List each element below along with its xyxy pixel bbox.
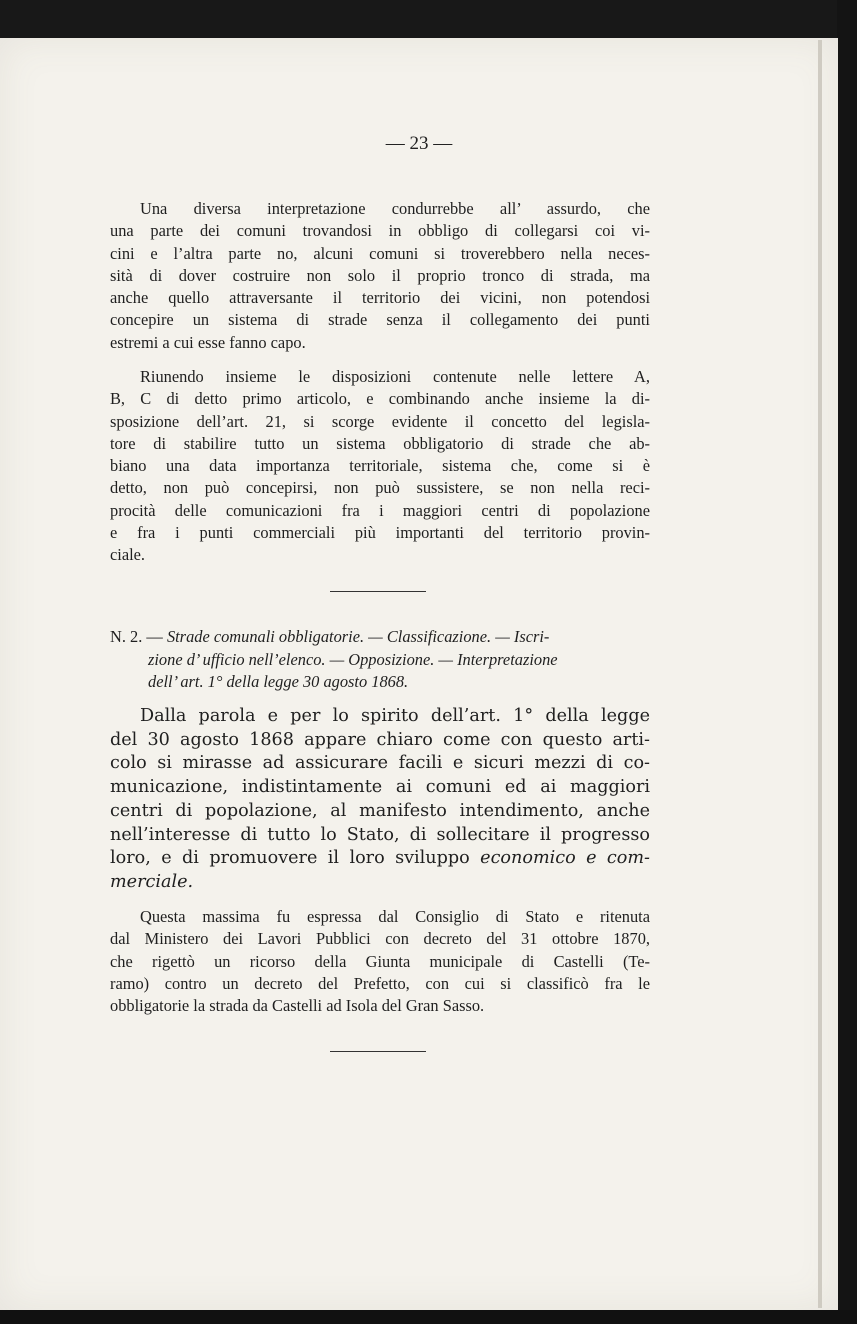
- paragraph-1: [110, 198, 650, 354]
- text-line: Riunendo insieme le disposizioni contenute nelle lettere A,: [140, 367, 650, 386]
- text-line: estremi a cui esse fanno capo.: [110, 332, 306, 352]
- text-line: detto, non può concepirsi, non può sussistere, se non nella reci-: [110, 478, 650, 498]
- page-number: — 23 —: [385, 133, 453, 154]
- text-line: del 30 agosto 1868 appare chiaro come con questo arti-: [110, 729, 650, 750]
- text-line: Dalla parola e per lo spirito dell’art. 1° della legge: [140, 706, 650, 726]
- text-line: dal Ministero dei Lavori Pubblici con decreto del 31 ottobre 1870,: [110, 929, 650, 949]
- text-line: Una diversa interpretazione condurrebbe all’ assurdo, che: [140, 199, 650, 218]
- heading-line: dell’ art. 1° della legge 30 agosto 1868.: [148, 672, 409, 691]
- paragraph-4: [110, 906, 650, 1017]
- text-line: ramo) contro un decreto del Prefetto, con cui si classificò fra le: [110, 973, 650, 993]
- section-divider: [330, 591, 426, 592]
- heading-line: zione d’ ufficio nell’elenco. — Opposizione. — Interpretazione: [148, 649, 558, 669]
- section-number: N. 2. —: [110, 627, 163, 646]
- text-line: municazione, indistintamente ai comuni ed ai maggiori: [110, 777, 650, 798]
- closing-divider: [330, 1051, 426, 1052]
- heading-title: Strade comunali obbligatorie. — Classificazione. — Iscri-: [166, 627, 550, 646]
- paragraph-3: [110, 705, 650, 895]
- text-line: procità delle comunicazioni fra i maggiori centri di popolazione: [110, 500, 650, 520]
- text-line: tore di stabilire tutto un sistema obbligatorio di strade che ab-: [110, 433, 650, 453]
- scan-right-border: [837, 0, 857, 1324]
- text-line: obbligatorie la strada da Castelli ad Isola del Gran Sasso.: [110, 996, 485, 1016]
- scan-top-border: [0, 0, 857, 40]
- text-line: una parte dei comuni trovandosi in obbligo di collegarsi coi vi-: [110, 221, 650, 241]
- text-line: merciale.: [110, 871, 194, 892]
- text-line: loro, e di promuovere il loro sviluppo economico e com-: [110, 848, 650, 869]
- section-heading: [110, 626, 650, 694]
- scan-bottom-border: [0, 1310, 857, 1324]
- text-line: anche quello attraversante il territorio dei vicini, non potendosi: [110, 288, 650, 308]
- heading-line: [110, 626, 650, 649]
- text-line: concepire un sistema di strade senza il collegamento dei punti: [110, 310, 650, 330]
- page-edge: [818, 40, 822, 1308]
- text-line: sposizione dell’art. 21, si scorge evidente il concetto del legisla-: [110, 411, 650, 431]
- text-line: ciale.: [110, 545, 146, 565]
- text-line: sità di dover costruire non solo il proprio tronco di strada, ma: [110, 265, 650, 285]
- text-line: e fra i punti commerciali più importanti del territorio provin-: [110, 523, 650, 543]
- text-line: cini e l’altra parte no, alcuni comuni si troverebbero nella neces-: [110, 243, 650, 263]
- text-line: centri di popolazione, al manifesto intendimento, anche: [110, 800, 650, 821]
- text-line: nell’interesse di tutto lo Stato, di sollecitare il progresso: [110, 824, 650, 845]
- text-line: che rigettò un ricorso della Giunta municipale di Castelli (Te-: [110, 951, 650, 971]
- text-line: B, C di detto primo articolo, e combinando anche insieme la di-: [110, 389, 650, 409]
- paragraph-2: [110, 366, 650, 567]
- text-line: Questa massima fu espressa dal Consiglio di Stato e ritenuta: [140, 907, 650, 926]
- text-line: biano una data importanza territoriale, sistema che, come si è: [110, 456, 650, 476]
- text-line: colo si mirasse ad assicurare facili e sicuri mezzi di co-: [110, 753, 650, 774]
